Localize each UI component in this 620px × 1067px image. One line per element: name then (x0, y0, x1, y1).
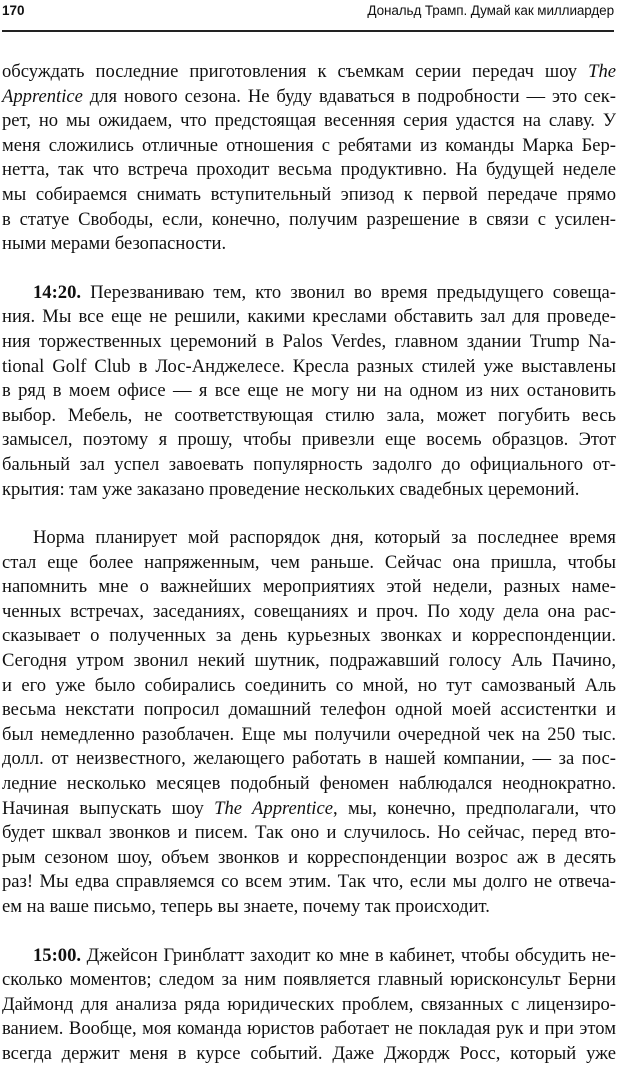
text-line: обсуждать последние приготовления к съемкам серии передач шоу The (2, 61, 616, 82)
body-text (2, 60, 616, 1067)
text-line: Даймонд для анализа ряда юридических проблем, связанных с лицензиро- (2, 993, 616, 1015)
text-line: крытия: там уже заказано проведение нескольких свадебных церемоний. (2, 478, 580, 500)
text-line: замысел, поэтому я прошу, чтобы привезли еще восемь образцов. Этот (2, 429, 616, 451)
text-line: бальный зал успел завоевать популярность задолго до официального от- (2, 453, 616, 475)
text-line: в статуе Свободы, если, конечно, получим разрешение в связи с усилен- (2, 208, 616, 230)
text-line: сколько моментов; следом за ним появляется главный юрисконсульт Берни (2, 969, 616, 991)
text-line: сказывает о полученных за день курьезных звонках и корреспонденции. (2, 625, 616, 647)
text-line: меня сложились отличные отношения с ребятами из команды Марка Бер- (2, 134, 616, 156)
text-line: ванием. Вообще, моя команда юристов работает не покладая рук и при этом (2, 1018, 616, 1040)
text-line: и его уже было собирались соединить со мной, но тут самозваный Аль (2, 674, 616, 696)
paragraph-gap (2, 502, 616, 526)
text-line: выбор. Мебель, не соответствующая стилю зала, может погубить весь (2, 404, 616, 426)
text-line: ледние несколько месяцев подобный феномен наблюдался неоднократно. (2, 773, 616, 795)
text-line: Начиная выпускать шоу The Apprentice, мы, конечно, предполагали, что (2, 797, 616, 819)
text-line: всегда держит меня в курсе событий. Даже Джордж Росс, который уже (2, 1042, 616, 1064)
paragraph-3 (2, 526, 616, 920)
text-line: весьма некстати попросил домашний телефон одной моей ассистентки и (2, 699, 616, 721)
text-line: будет шквал звонков и писем. Так оно и случилось. Но сейчас, перед вто- (2, 822, 616, 844)
paragraph-1 (2, 60, 616, 257)
show-title: The (588, 61, 616, 82)
page-number: 170 (2, 3, 25, 18)
text-line: рет, но мы ожидаем, что предстоящая весенняя серия удастся на славу. У (2, 110, 616, 132)
text-line: ченных встречах, заседаниях, совещаниях и проч. По ходу дела она рас- (2, 600, 616, 622)
text-line: в ряд в моем офисе — я все еще не могу ни на одном из них остановить (2, 380, 616, 402)
text-line: ния торжественных церемоний в Palos Verdes, главном здании Trump Na- (2, 330, 616, 352)
text-line: Apprentice для нового сезона. Не буду вдаваться в подробности — это сек- (2, 85, 616, 107)
text-line: ем на ваше письмо, теперь вы знаете, почему так происходит. (2, 896, 490, 917)
paragraph-4 (2, 944, 616, 1067)
text-line: раз! Мы едва справляемся со всем этим. Так что, если мы долго не отвеча- (2, 871, 616, 893)
time-stamp: 15:00. (33, 944, 82, 966)
text-line: стал еще более напряженным, чем раньше. Сейчас она пришла, чтобы (2, 551, 616, 573)
paragraph-gap (2, 257, 616, 281)
text-line: 15:00. Джейсон Гринблатт заходит ко мне в кабинет, чтобы обсудить не- (33, 944, 616, 966)
paragraph-gap (2, 920, 616, 944)
text-line: мы собираемся снимать вступительный эпизод к первой передаче прямо (2, 183, 616, 205)
text-line: долл. от неизвестного, желающего работать в нашей компании, — за пос- (2, 748, 616, 770)
text-line: нетта, так что встреча проходит весьма продуктивно. На будущей неделе (2, 159, 616, 181)
text-line: Сегодня утром звонил некий шутник, подражавший голосу Аль Пачино, (2, 650, 616, 672)
text-line: tional Golf Club в Лос-Анджелесе. Кресла разных стилей уже выставлены (2, 355, 616, 377)
text-line: ными мерами безопасности. (2, 233, 227, 255)
text-line: ния. Мы все еще не решили, какими креслами обставить зал для проведе- (2, 306, 616, 328)
text-line: напомнить мне о важнейших мероприятиях этой недели, разных наме- (2, 576, 616, 598)
running-title: Дональд Трамп. Думай как миллиардер (367, 3, 614, 18)
time-stamp: 14:20. (33, 281, 82, 303)
text-line: рым сезоном шоу, объем звонков и корреспонденции возрос аж в десять (2, 846, 616, 868)
show-title: The Apprentice (214, 797, 333, 819)
paragraph-2 (2, 281, 616, 502)
text-line: 14:20. Перезваниваю тем, кто звонил во время предыдущего совеща- (33, 281, 616, 303)
text-line: был немедленно разоблачен. Еще мы получили очередной чек на 250 тыс. (2, 723, 616, 745)
show-title: Apprentice (2, 85, 83, 107)
running-header (2, 0, 614, 32)
text-line: Норма планирует мой распорядок дня, который за последнее время (33, 527, 616, 549)
